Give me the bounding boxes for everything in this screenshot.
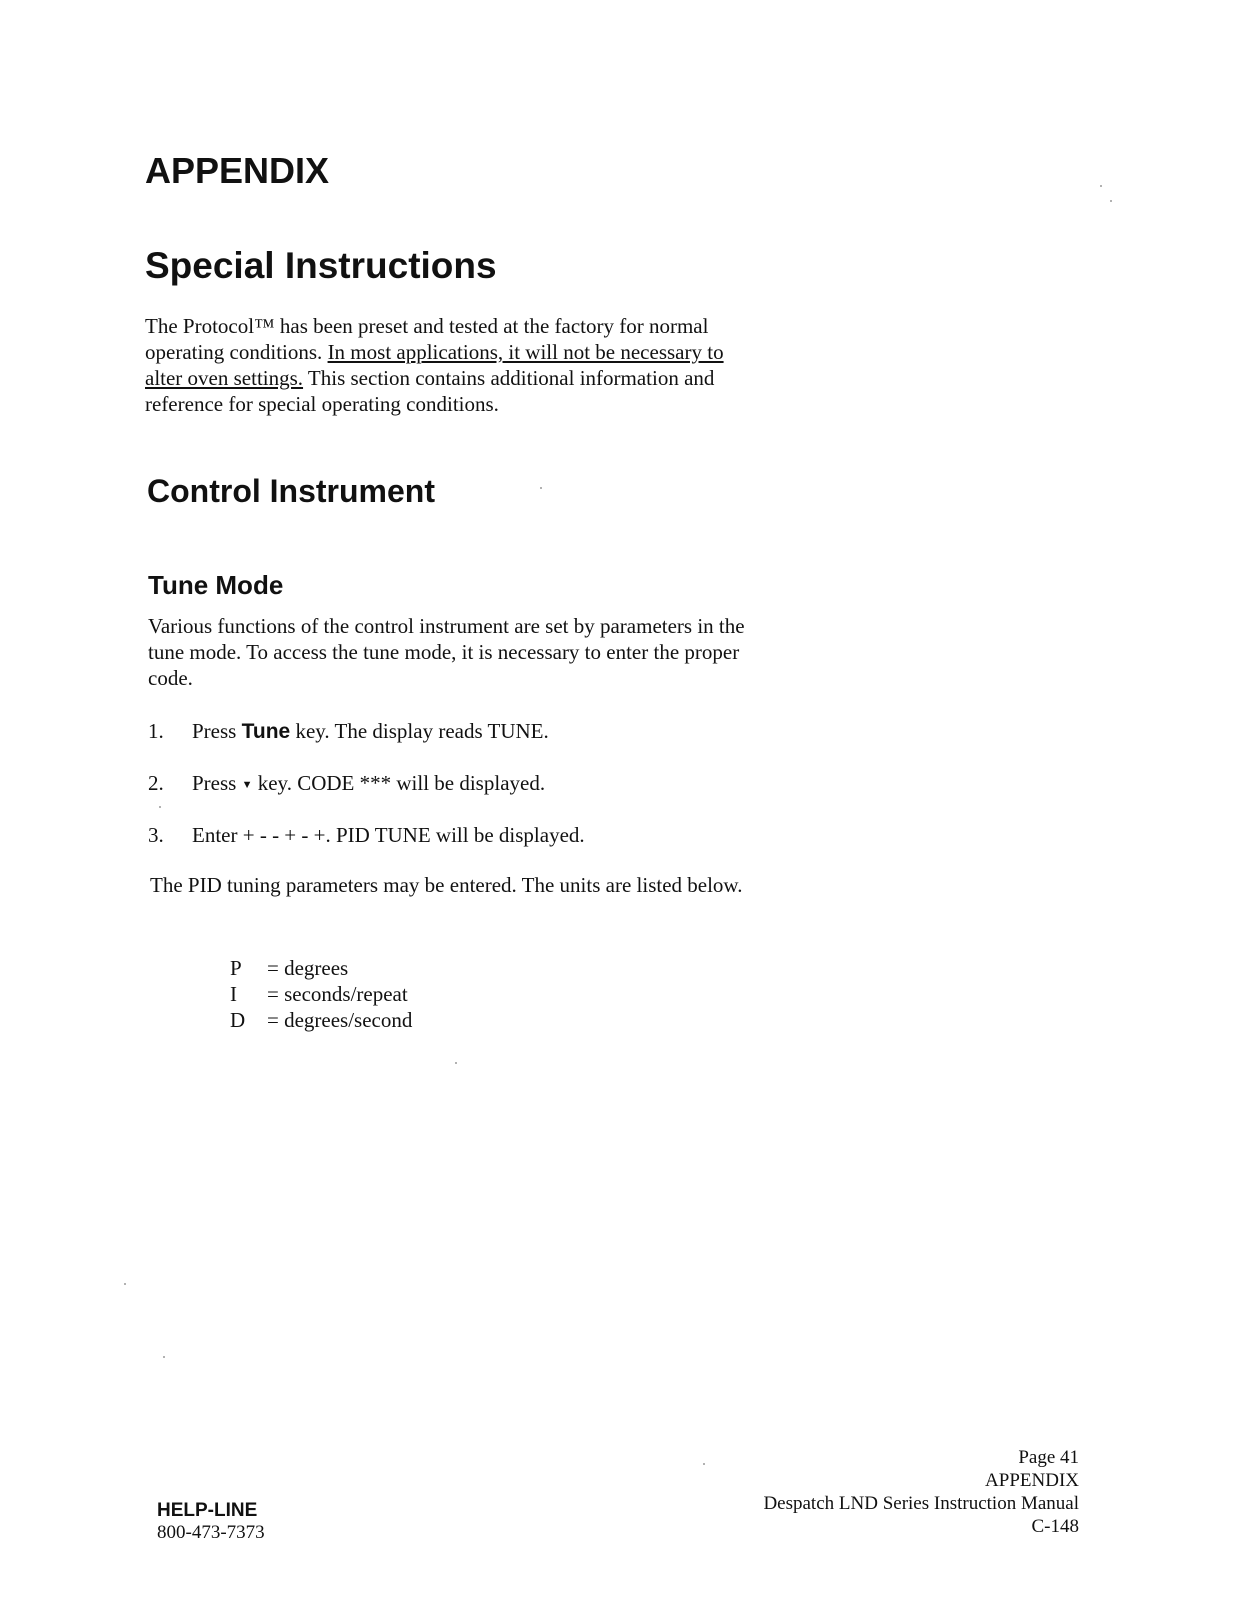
intro-text-part1: The Protocol™ has been preset and tested at the factory for normal operating conditions. xyxy=(145,314,709,364)
page-footer-info xyxy=(763,1446,1079,1538)
step-text-pre: Press xyxy=(192,771,242,795)
scan-speck xyxy=(1110,200,1112,202)
intro-paragraph xyxy=(145,313,745,417)
scan-speck xyxy=(163,1356,165,1358)
step-text-pre: Press xyxy=(192,719,242,743)
unit-row-d xyxy=(230,1007,412,1033)
unit-row-i xyxy=(230,981,412,1007)
manual-title: Despatch LND Series Instruction Manual xyxy=(763,1493,1079,1514)
pid-intro-paragraph: The PID tuning parameters may be entered. The units are listed below. xyxy=(150,873,743,897)
unit-description: = degrees/second xyxy=(267,1008,413,1032)
step-text: Enter + - - + - +. PID TUNE will be displayed. xyxy=(192,823,585,847)
unit-symbol: I xyxy=(230,982,237,1006)
step-text-post: key. CODE *** will be displayed. xyxy=(252,771,546,795)
special-instructions-heading: Special Instructions xyxy=(145,245,497,286)
down-arrow-icon: ▼ xyxy=(241,779,253,791)
step-number: 2. xyxy=(148,771,164,795)
intro-text-part2: This section contains additional information and reference for special operating conditions. xyxy=(145,366,715,416)
helpline-number: 800-473-7373 xyxy=(157,1522,265,1543)
scan-speck xyxy=(455,1062,457,1064)
tune-key-label: Tune xyxy=(241,720,291,743)
scan-speck xyxy=(540,487,542,489)
unit-description: = degrees xyxy=(267,956,349,980)
scan-speck xyxy=(124,1283,126,1285)
page-number: Page 41 xyxy=(1018,1447,1079,1468)
scan-speck xyxy=(703,1463,705,1465)
scan-speck xyxy=(1100,185,1102,187)
unit-description: = seconds/repeat xyxy=(267,982,408,1006)
control-instrument-heading: Control Instrument xyxy=(147,473,435,509)
tune-intro-paragraph: Various functions of the control instrument are set by parameters in the tune mode. To access the tune mode, it is necessary to enter the proper code. xyxy=(148,614,745,690)
unit-symbol: D xyxy=(230,1008,246,1032)
step-text-post: key. The display reads TUNE. xyxy=(290,719,549,743)
manual-code: C-148 xyxy=(1031,1516,1079,1537)
unit-row-p xyxy=(230,955,412,981)
tune-mode-heading: Tune Mode xyxy=(148,570,284,600)
pid-units-list xyxy=(230,955,412,1033)
page-section-title: APPENDIX xyxy=(145,150,330,191)
unit-symbol: P xyxy=(230,956,242,980)
step-number: 3. xyxy=(148,823,164,847)
step-number: 1. xyxy=(148,719,164,743)
step-item xyxy=(148,770,545,798)
intro-underlined-text: In most applications, it will not be necessary to alter oven settings. xyxy=(145,340,724,390)
scan-speck xyxy=(159,806,161,808)
step-item xyxy=(148,718,549,745)
step-item xyxy=(148,822,585,848)
helpline-label: HELP-LINE xyxy=(157,1500,258,1521)
footer-section: APPENDIX xyxy=(985,1470,1079,1491)
helpline-block xyxy=(157,1500,265,1544)
